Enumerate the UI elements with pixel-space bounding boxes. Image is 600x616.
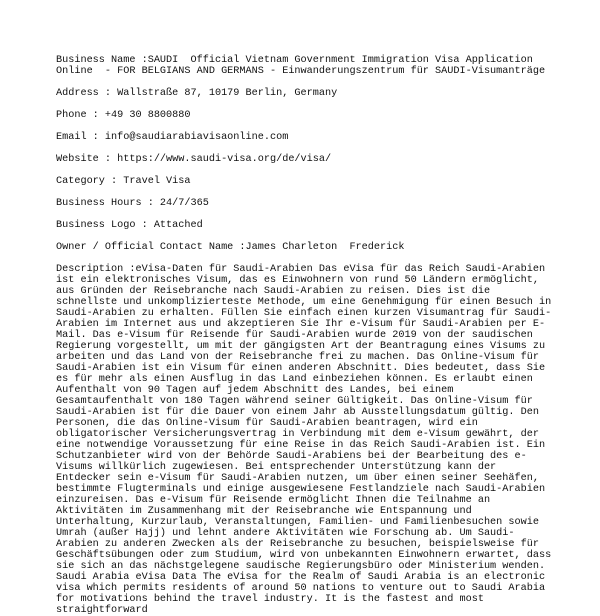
business-name: Business Name :SAUDI Official Vietnam Government Immigration Visa Application Online - FOR BELGIANS AND GERMANS - Einwanderungszentrum für SAUDI-Visumanträge [56, 55, 546, 77]
business-listing-document [56, 55, 556, 616]
website: Website : https://www.saudi-visa.org/de/visa/ [56, 154, 332, 165]
address: Address : Wallstraße 87, 10179 Berlin, Germany [56, 88, 338, 99]
phone: Phone : +49 30 8800880 [56, 110, 191, 121]
email: Email : info@saudiarabiavisaonline.com [56, 132, 289, 143]
business-hours: Business Hours : 24/7/365 [56, 198, 209, 209]
description: Description :eVisa-Daten für Saudi-Arabien Das eVisa für das Reich Saudi-Arabien ist ein elektronisches Visum, das es Einwohnern von rund 50 Ländern ermöglicht, aus Gründen der Reisebranche nach Saudi-Arabien zu reisen. Dies ist die schnellste und unkomplizierteste Methode, um eine Genehmigung für einen Besuch in Saudi-Arabien zu erhalten. Füllen Sie einfach einen kurzen Visumantrag für Saudi-Arabien im Internet aus und akzeptieren Sie Ihr e-Visum für Saudi-Arabien per E-Mail. Das e-Visum für Reisende für Saudi-Arabien wurde 2019 von der saudischen Regierung vorgestellt, um mit der gängigsten Art der Beantragung eines Visums zu arbeiten und das Land von der Reisebranche frei zu machen. Das Online-Visum für Saudi-Arabien ist ein Visum für einen anderen Abschnitt. Dies bedeutet, dass Sie es für mehr als einen Ausflug in das Land einbeziehen können. Es erlaubt einen Aufenthalt von 90 Tagen auf jedem Abschnitt des Landes, bei einem Gesamtaufenthalt von 180 Tagen während seiner Gültigkeit. Das Online-Visum für Saudi-Arabien ist für die Dauer von einem Jahr ab Ausstellungsdatum gültig. Den Personen, die das Online-Visum für Saudi-Arabien beantragen, wird ein obligatorischer Versicherungsvertrag in Verbindung mit dem e-Visum gewährt, der eine notwendige Voraussetzung für eine Reise in das Reich Saudi-Arabien ist. Ein Schutzanbieter wird von der Behörde Saudi-Arabiens bei der Bearbeitung des e-Visums willkürlich zugewiesen. Bei entsprechender Unterstützung kann der Entdecker sein e-Visum für Saudi-Arabien nutzen, um über einen seiner Seehäfen, bestimmte Flugterminals und einige ausgewiesene Festlandziele nach Saudi-Arabien einzureisen. Das e-Visum für Reisende ermöglicht Ihnen die Teilnahme an Aktivitäten im Zusammenhang mit der Reisebranche wie Entspannung und Unterhaltung, Kurzurlaub, Veranstaltungen, Familien- und Familienbesuchen sowie Umrah (außer Hajj) und lehnt andere Aktivitäten wie Forschung ab. Um Saudi-Arabien zu anderen Zwecken als der Reisebranche zu besuchen, beispielsweise für Geschäftsübungen oder zum Studium, wird von unbekannten Einwohnern erwartet, dass sie sich an das nächstgelegene saudische Regierungsbüro oder Ministerium wenden. Saudi Arabia eVisa Data The eVisa for the Realm of Saudi Arabia is an electronic visa which permits residents of around 50 nations to venture out to Saudi Arabia for motivations behind the travel industry. It is the fastest and most straightforward [56, 264, 558, 616]
category: Category : Travel Visa [56, 176, 191, 187]
owner-contact-name: Owner / Official Contact Name :James Charleton Frederick [56, 242, 405, 253]
business-logo: Business Logo : Attached [56, 220, 203, 231]
